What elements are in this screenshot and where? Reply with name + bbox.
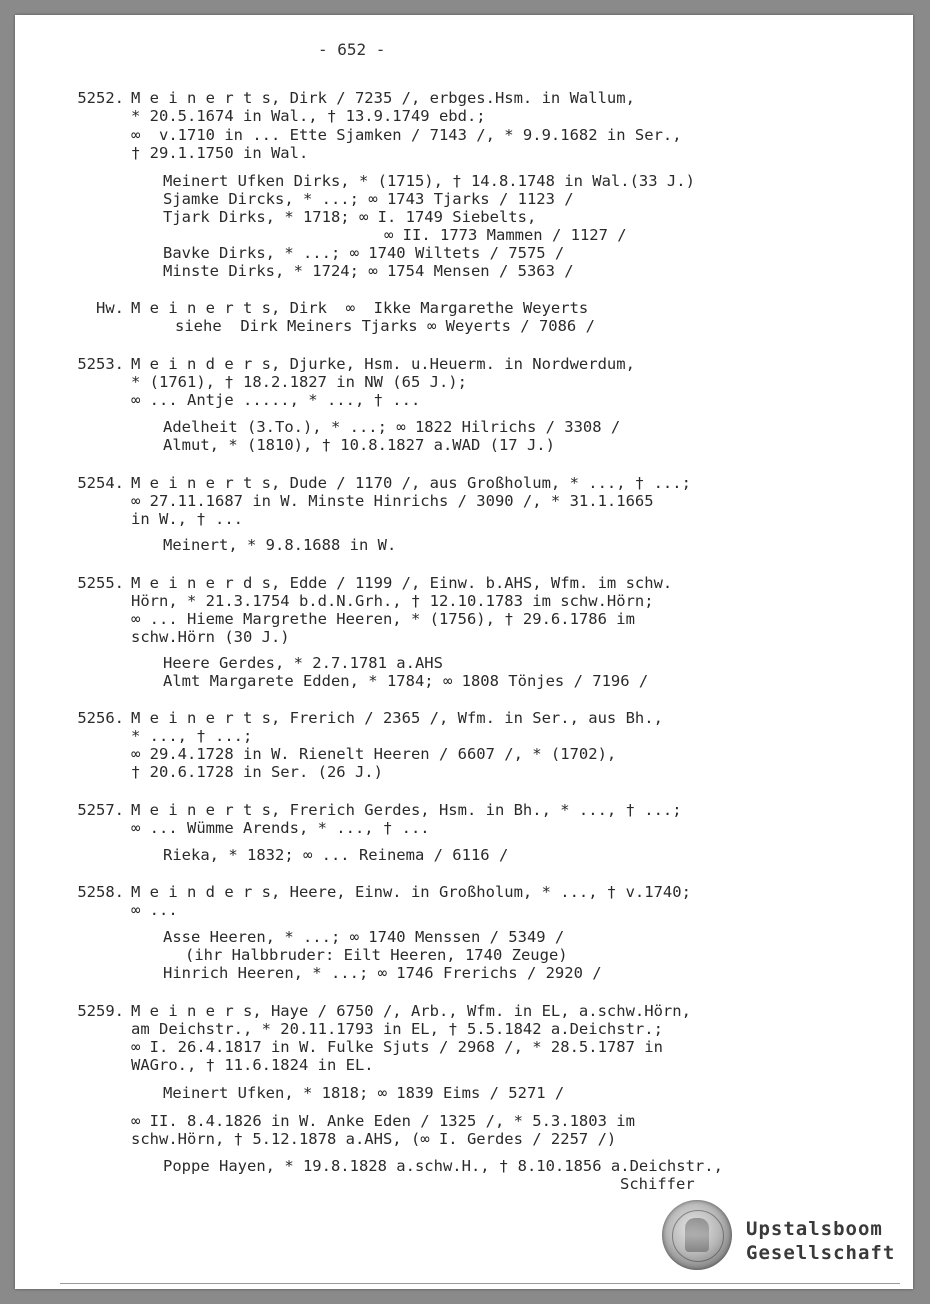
entry-line: Almut, * (1810), † 10.8.1827 a.WAD (17 J.) <box>163 436 555 454</box>
entry-number: 5255. <box>77 574 124 592</box>
entry-line: Almt Margarete Edden, * 1784; ∞ 1808 Tönjes / 7196 / <box>163 672 649 690</box>
entry-line: Rieka, * 1832; ∞ ... Reinema / 6116 / <box>163 846 509 864</box>
entry-line: WAGro., † 11.6.1824 in EL. <box>131 1056 374 1074</box>
entry-number: 5254. <box>77 474 124 492</box>
entry-line: ∞ ... <box>131 901 178 919</box>
entry-line: M e i n e r t s, Dude / 1170 /, aus Großholum, * ..., † ...; <box>131 474 691 492</box>
entry-number: 5257. <box>77 801 124 819</box>
entry-number: Hw. <box>96 299 124 317</box>
entry-line: M e i n d e r s, Heere, Einw. in Großholum, * ..., † v.1740; <box>131 883 691 901</box>
entry-number: 5259. <box>77 1002 124 1020</box>
entry-line: Meinert, * 9.8.1688 in W. <box>163 536 397 554</box>
entry-line: Hinrich Heeren, * ...; ∞ 1746 Frerichs / 2920 / <box>163 964 602 982</box>
entry-line: M e i n e r t s, Frerich / 2365 /, Wfm. in Ser., aus Bh., <box>131 709 663 727</box>
entry-line: ∞ II. 1773 Mammen / 1127 / <box>384 226 627 244</box>
entry-line: † 20.6.1728 in Ser. (26 J.) <box>131 763 383 781</box>
entry-line: M e i n e r t s, Dirk ∞ Ikke Margarethe Weyerts <box>131 299 589 317</box>
page-number: - 652 - <box>318 40 386 59</box>
entry-line: ∞ v.1710 in ... Ette Sjamken / 7143 /, * 9.9.1682 in Ser., <box>131 126 682 144</box>
entry-line: ∞ ... Wümme Arends, * ..., † ... <box>131 819 430 837</box>
entry-number: 5252. <box>77 89 124 107</box>
footer-divider <box>60 1283 900 1284</box>
entry-line: Meinert Ufken, * 1818; ∞ 1839 Eims / 5271 / <box>163 1084 565 1102</box>
entry-line: Hörn, * 21.3.1754 b.d.N.Grh., † 12.10.1783 im schw.Hörn; <box>131 592 654 610</box>
entry-line: M e i n e r t s, Dirk / 7235 /, erbges.Hsm. in Wallum, <box>131 89 635 107</box>
entry-number: 5256. <box>77 709 124 727</box>
entry-line: schw.Hörn (30 J.) <box>131 628 290 646</box>
entry-line: Asse Heeren, * ...; ∞ 1740 Menssen / 5349 / <box>163 928 565 946</box>
entry-line: am Deichstr., * 20.11.1793 in EL, † 5.5.1842 a.Deichstr.; <box>131 1020 663 1038</box>
entry-line: ∞ II. 8.4.1826 in W. Anke Eden / 1325 /, * 5.3.1803 im <box>131 1112 635 1130</box>
entry-line: schw.Hörn, † 5.12.1878 a.AHS, (∞ I. Gerdes / 2257 /) <box>131 1130 617 1148</box>
entry-line: * (1761), † 18.2.1827 in NW (65 J.); <box>131 373 467 391</box>
entry-line: Schiffer <box>620 1175 695 1193</box>
seal-logo-icon <box>662 1200 732 1270</box>
entry-line: ∞ ... Antje ....., * ..., † ... <box>131 391 421 409</box>
entry-line: Sjamke Dircks, * ...; ∞ 1743 Tjarks / 1123 / <box>163 190 574 208</box>
entry-number: 5258. <box>77 883 124 901</box>
entry-line: ∞ 27.11.1687 in W. Minste Hinrichs / 3090 /, * 31.1.1665 <box>131 492 654 510</box>
entry-line: in W., † ... <box>131 510 243 528</box>
entry-line: M e i n e r t s, Frerich Gerdes, Hsm. in Bh., * ..., † ...; <box>131 801 682 819</box>
entry-line: Tjark Dirks, * 1718; ∞ I. 1749 Siebelts, <box>163 208 537 226</box>
logo-text-line2: Gesellschaft <box>746 1242 896 1264</box>
entry-line: ∞ ... Hieme Margrethe Heeren, * (1756), † 29.6.1786 im <box>131 610 635 628</box>
entry-line: M e i n e r d s, Edde / 1199 /, Einw. b.AHS, Wfm. im schw. <box>131 574 673 592</box>
logo-text-line1: Upstalsboom <box>746 1218 883 1240</box>
entry-line: † 29.1.1750 in Wal. <box>131 144 309 162</box>
entry-line: Heere Gerdes, * 2.7.1781 a.AHS <box>163 654 443 672</box>
entry-line: Poppe Hayen, * 19.8.1828 a.schw.H., † 8.10.1856 a.Deichstr., <box>163 1157 723 1175</box>
entry-line: siehe Dirk Meiners Tjarks ∞ Weyerts / 7086 / <box>175 317 595 335</box>
entry-line: * ..., † ...; <box>131 727 253 745</box>
entry-line: M e i n e r s, Haye / 6750 /, Arb., Wfm. in EL, a.schw.Hörn, <box>131 1002 691 1020</box>
entry-line: M e i n d e r s, Djurke, Hsm. u.Heuerm. in Nordwerdum, <box>131 355 635 373</box>
entry-line: Meinert Ufken Dirks, * (1715), † 14.8.1748 in Wal.(33 J.) <box>163 172 695 190</box>
entry-line: ∞ I. 26.4.1817 in W. Fulke Sjuts / 2968 /, * 28.5.1787 in <box>131 1038 663 1056</box>
entry-line: Adelheit (3.To.), * ...; ∞ 1822 Hilrichs / 3308 / <box>163 418 621 436</box>
entry-line: ∞ 29.4.1728 in W. Rienelt Heeren / 6607 /, * (1702), <box>131 745 617 763</box>
entry-line: * 20.5.1674 in Wal., † 13.9.1749 ebd.; <box>131 107 486 125</box>
entry-number: 5253. <box>77 355 124 373</box>
entry-line: Bavke Dirks, * ...; ∞ 1740 Wiltets / 7575 / <box>163 244 565 262</box>
entry-line: (ihr Halbbruder: Eilt Heeren, 1740 Zeuge) <box>185 946 568 964</box>
entry-line: Minste Dirks, * 1724; ∞ 1754 Mensen / 5363 / <box>163 262 574 280</box>
